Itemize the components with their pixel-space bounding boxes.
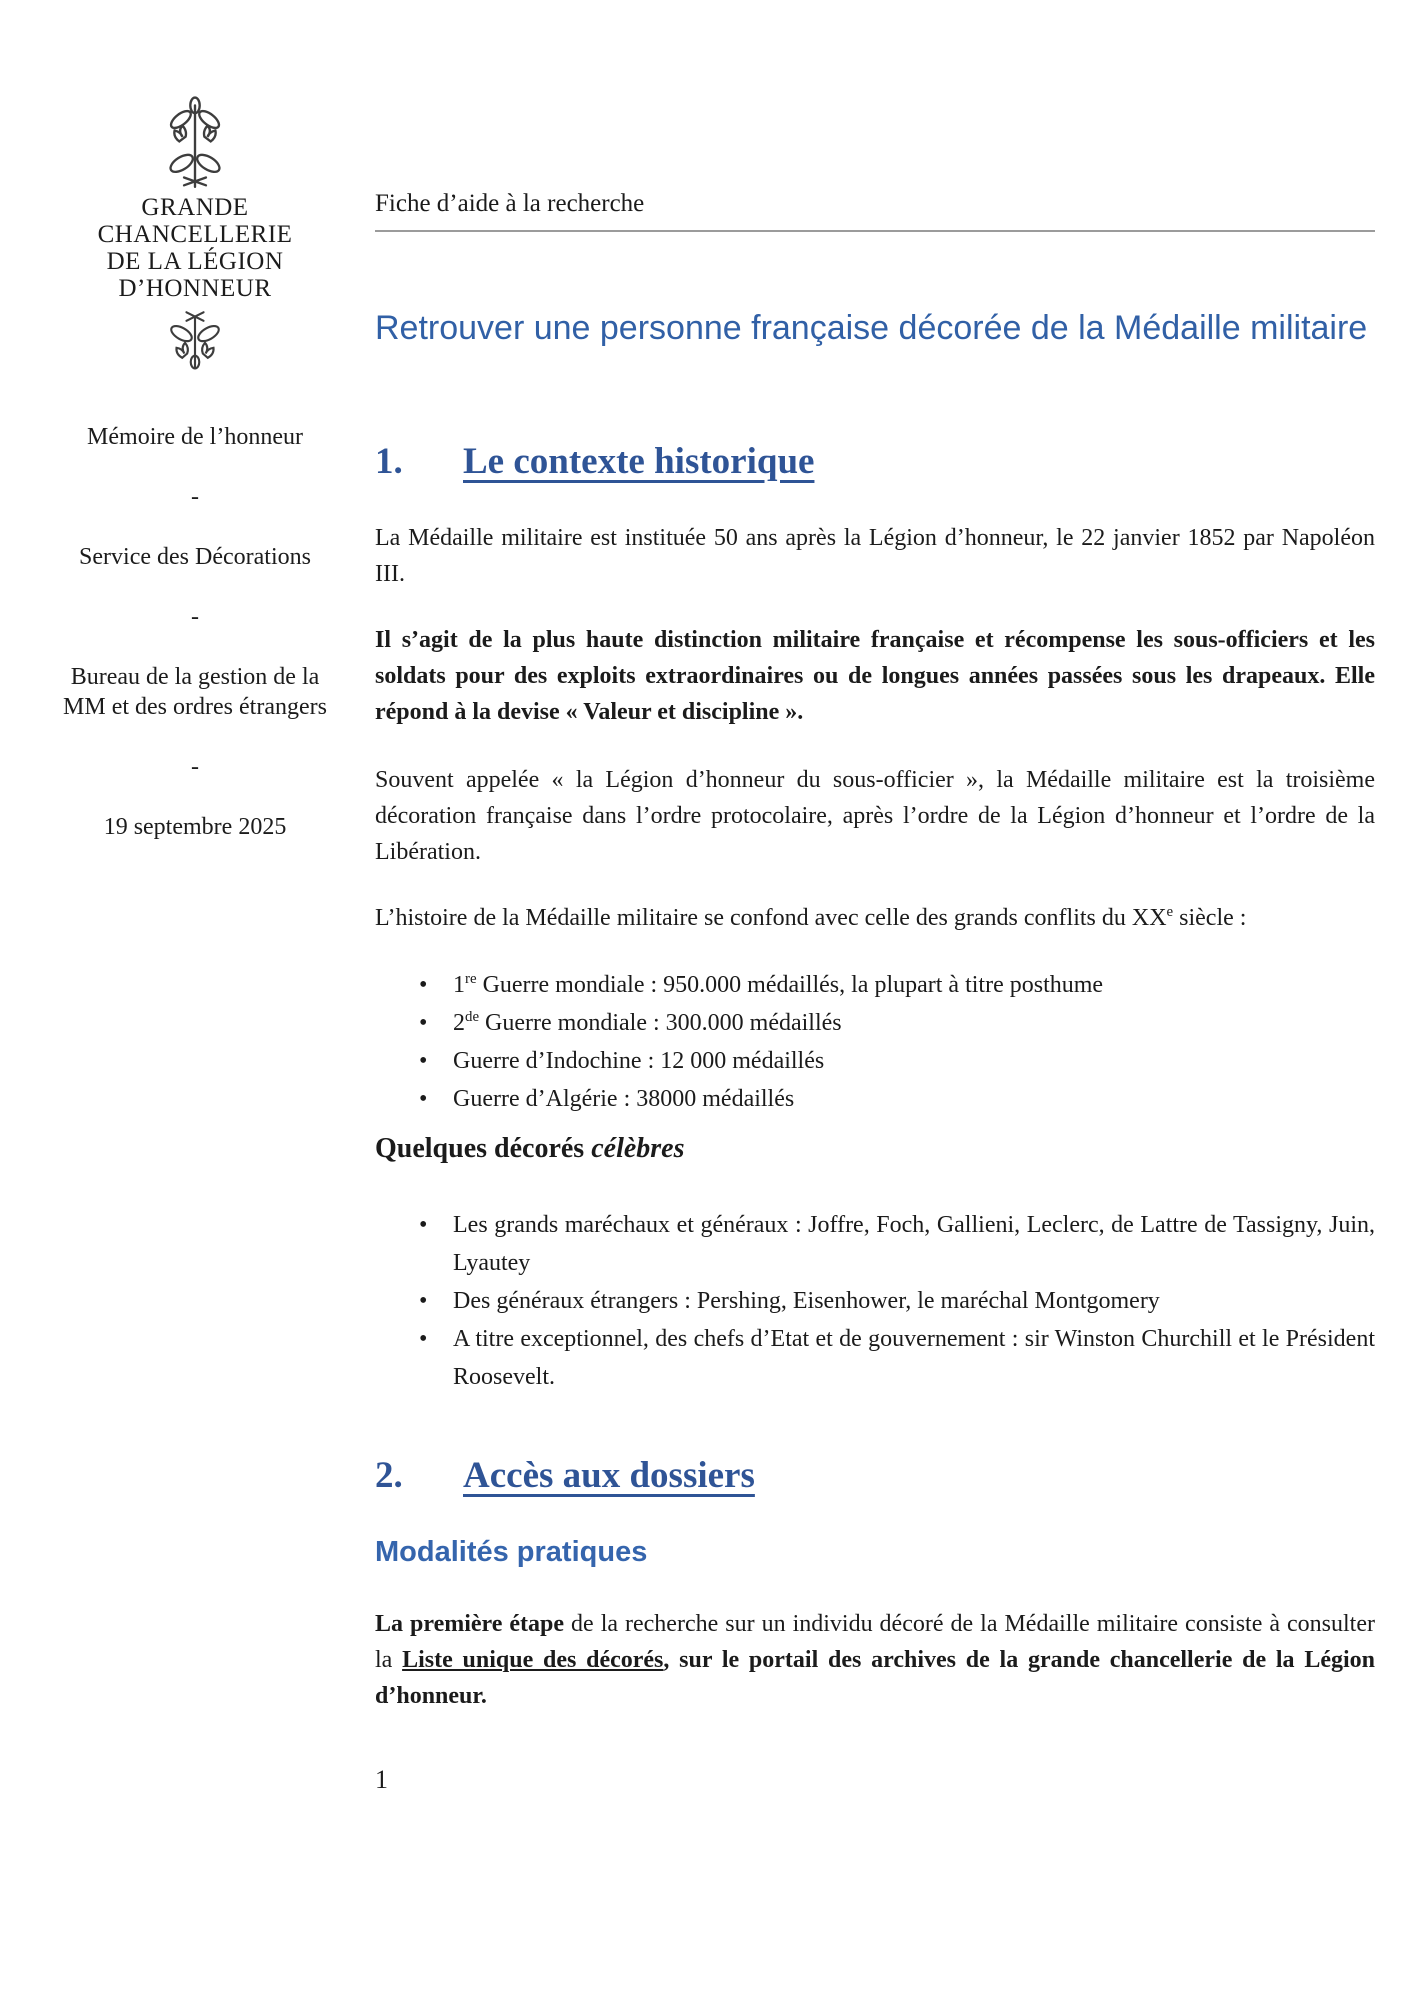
paragraph-conflicts-text: L’histoire de la Médaille militaire se confond avec celle des grands conflits du XX — [375, 905, 1167, 931]
conflicts-list — [375, 966, 1375, 1118]
sidebar-item-date: 19 septembre 2025 — [103, 814, 287, 840]
page-title: Retrouver une personne française décorée de la Médaille militaire — [375, 309, 1368, 347]
section-heading-text: Accès aux dossiers — [463, 1455, 755, 1496]
list-item — [375, 1080, 1375, 1118]
section-2-heading — [375, 1452, 1375, 1500]
org-name-line: D’HONNEUR — [118, 275, 272, 302]
paragraph-conflicts — [375, 900, 1375, 936]
list-item — [375, 1004, 1375, 1042]
link-liste-unique-des-decores[interactable]: Liste unique des décorés — [402, 1647, 664, 1673]
first-step-text: de la recherche sur un individu décoré de la Médaille militaire consiste à consulter la — [375, 1611, 1375, 1673]
doc-type-label: Fiche d’aide à la recherche — [375, 190, 645, 217]
list-item: • Les grands maréchaux et généraux : Joffre, Foch, Gallieni, Leclerc, de Lattre de Tassigny, Juin, Lyautey — [375, 1206, 1375, 1282]
sidebar-separator: - — [191, 484, 199, 510]
famous-heading-text: Quelques décorés — [375, 1133, 592, 1164]
laurel-emblem-icon — [151, 96, 239, 190]
famous-heading-italic: célèbres — [591, 1133, 685, 1164]
org-name-line: CHANCELLERIE — [97, 221, 293, 248]
list-item-text: Guerre d’Algérie : 38000 médaillés — [453, 1086, 795, 1112]
list-item — [375, 1042, 1375, 1080]
first-step-bold: La première étape — [375, 1611, 565, 1637]
section-1-heading — [375, 438, 1375, 486]
list-item-text: Guerre mondiale : 300.000 médaillés — [479, 1010, 842, 1036]
paragraph-protocol-order: Souvent appelée « la Légion d’honneur du sous-officier », la Médaille militaire est la troisième décoration française dans l’ordre protocolaire, après l’ordre de la Légion d’honneur et l’ordre de la Libération. — [375, 767, 1375, 865]
section-heading-text: Le contexte historique — [463, 441, 815, 482]
list-item — [375, 966, 1375, 1004]
sidebar-item-bureau: Bureau de la gestion de la MM et des ordres étrangers — [63, 664, 327, 720]
list-item-text: Guerre d’Indochine : 12 000 médaillés — [453, 1048, 825, 1074]
org-name-line: DE LA LÉGION — [106, 248, 284, 275]
page-number: 1 — [375, 1765, 388, 1794]
list-item: • A titre exceptionnel, des chefs d’Etat et de gouvernement : sir Winston Churchill et le Président Roosevelt. — [375, 1320, 1375, 1396]
paragraph-origin: La Médaille militaire est instituée 50 ans après la Légion d’honneur, le 22 janvier 1852 par Napoléon III. — [375, 525, 1375, 587]
sidebar-separator: - — [191, 754, 199, 780]
header-rule — [375, 230, 1375, 232]
first-step-bold-tail: , sur le portail des archives de la grande chancellerie de la Légion d’honneur. — [375, 1647, 1375, 1709]
sidebar — [50, 0, 340, 842]
sidebar-item-service: Service des Décorations — [79, 544, 311, 570]
list-item: • Des généraux étrangers : Pershing, Eisenhower, le maréchal Montgomery — [375, 1282, 1375, 1320]
ordinal-number: 1 — [453, 972, 465, 998]
famous-list — [375, 1206, 1375, 1396]
paragraph-distinction: Il s’agit de la plus haute distinction militaire française et récompense les sous-officiers et les soldats pour des exploits extraordinaires ou de longues années passées sous les drapeaux. Elle répond à la devise « Valeur et discipline ». — [375, 627, 1375, 725]
section-number: 1. — [375, 441, 403, 482]
list-item-text: Guerre mondiale : 950.000 médaillés, la plupart à titre posthume — [476, 972, 1104, 998]
superscript: de — [465, 1009, 480, 1025]
org-name — [50, 194, 340, 302]
superscript: e — [1166, 904, 1174, 920]
ordinal-number: 2 — [453, 1010, 465, 1036]
sidebar-separator: - — [191, 604, 199, 630]
superscript: re — [465, 971, 477, 987]
org-name-line: GRANDE — [141, 194, 249, 221]
sidebar-item-memoire: Mémoire de l’honneur — [87, 424, 303, 450]
laurel-emblem-small-icon — [157, 308, 233, 372]
section-number: 2. — [375, 1455, 403, 1496]
main-content — [375, 0, 1375, 1796]
paragraph-conflicts-tail: siècle : — [1173, 905, 1247, 931]
subsection-heading-modalites: Modalités pratiques — [375, 1536, 648, 1568]
paragraph-first-step — [375, 1606, 1375, 1714]
famous-decorated-heading — [375, 1130, 1375, 1168]
